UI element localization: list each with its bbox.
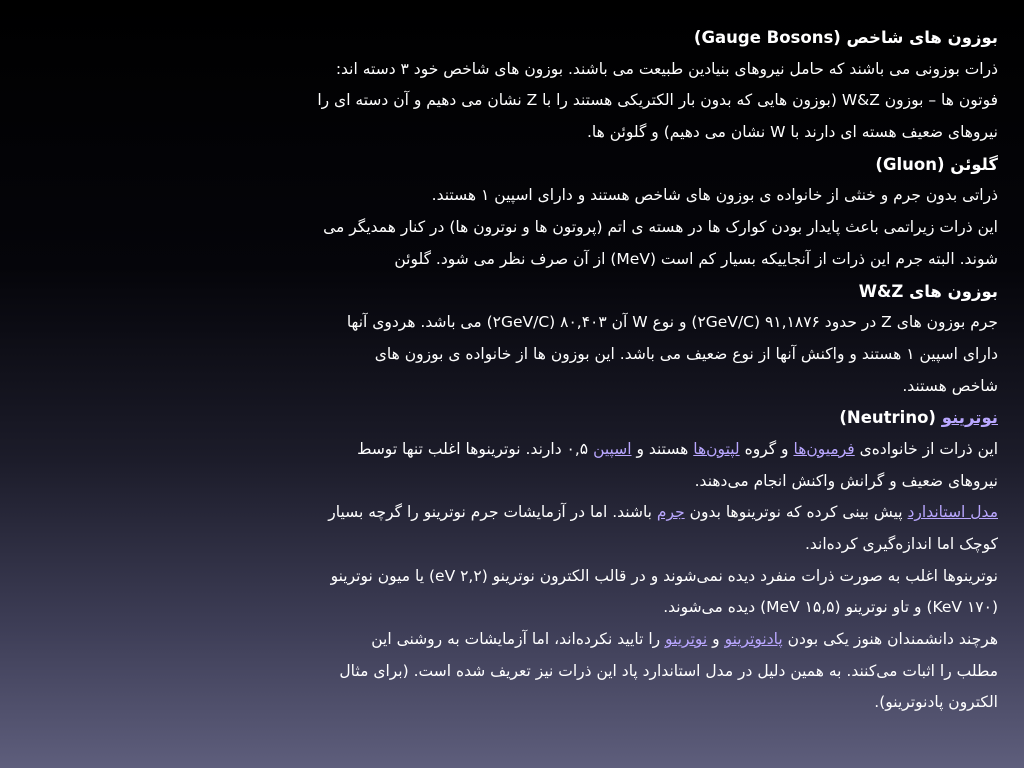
wiki-link[interactable]: فرمیون‌ها xyxy=(793,439,855,458)
paragraph-line xyxy=(250,54,998,86)
text-segment: هستند و xyxy=(631,439,694,458)
paragraph-line xyxy=(250,117,998,149)
wiki-link[interactable]: مدل استاندارد xyxy=(907,503,998,522)
text-segment: الکترون پادنوترینو). xyxy=(874,693,998,712)
paragraph-line xyxy=(250,339,998,371)
section-heading xyxy=(250,402,998,434)
text-segment: جرم بوزون های Z در حدود ۹۱,۱۸۷۶ (۲GeV/C) و نوع W آن ۸۰,۴۰۳ (۲GeV/C) می باشد. هردوی آنها xyxy=(346,313,998,332)
text-segment: گلوئن (Gluon) xyxy=(875,154,998,174)
paragraph-line xyxy=(250,212,998,244)
text-segment: هرچند دانشمندان هنوز یکی بودن xyxy=(782,630,998,649)
text-segment: این ذرات از خانواده‌ی xyxy=(854,439,998,458)
paragraph-line xyxy=(250,687,998,719)
section-heading xyxy=(250,22,998,54)
text-segment: کوچک اما اندازه‌گیری کرده‌اند. xyxy=(804,535,998,553)
text-segment: (Neutrino) xyxy=(839,408,942,428)
text-segment: این ذرات زیراتمی باعث پایدار بودن کوارک ها در هسته ی اتم (پروتون ها و نوترون ها) در کنار همدیگر می xyxy=(323,218,998,237)
text-segment: بوزون های شاخص (Gauge Bosons) xyxy=(693,28,998,47)
slide-content xyxy=(250,22,998,719)
paragraph-line xyxy=(250,180,998,212)
text-segment: نیروهای ضعیف و گرانش واکنش انجام می‌دهند. xyxy=(694,471,998,490)
paragraph-line xyxy=(250,434,998,466)
paragraph-line xyxy=(250,529,998,561)
text-segment: فوتون ها – بوزون W&Z (بوزون هایی که بدون بار الکتریکی هستند را با Z نشان می دهیم و آن دسته ای را xyxy=(317,91,998,110)
paragraph-line xyxy=(250,561,998,593)
section-heading xyxy=(250,276,998,308)
paragraph-line xyxy=(250,656,998,688)
paragraph-line xyxy=(250,244,998,276)
text-segment: شاخص هستند. xyxy=(902,376,998,395)
wiki-link[interactable]: اسپین xyxy=(593,439,632,458)
text-segment: (KeV ۱۷۰) و تاو نوترینو (MeV ۱۵,۵) دیده می‌شوند. xyxy=(663,598,998,617)
paragraph-line xyxy=(250,624,998,656)
paragraph-line xyxy=(250,307,998,339)
text-segment: و xyxy=(707,630,725,649)
text-segment: مطلب را اثبات می‌کنند. به همین دلیل در مدل استاندارد پاد این ذرات نیز تعریف شده است. (برای مثال xyxy=(339,661,998,680)
paragraph-line xyxy=(250,466,998,498)
section-heading xyxy=(250,149,998,181)
text-segment: و گروه xyxy=(739,439,794,458)
paragraph-line xyxy=(250,592,998,624)
text-segment: شوند. البته جرم این ذرات از آنجاییکه بسیار کم است (MeV) از آن صرف نظر می شود. گلوئن xyxy=(394,249,998,268)
text-segment: را تایید نکرده‌اند، اما آزمایشات به روشنی این xyxy=(371,630,666,649)
text-segment: باشند. اما در آزمایشات جرم نوترینو را گرچه بسیار xyxy=(328,503,657,522)
paragraph-line xyxy=(250,497,998,529)
text-segment: ذراتی بدون جرم و خنثی از خانواده ی بوزون های شاخص هستند و دارای اسپین ۱ هستند. xyxy=(431,186,998,205)
wiki-link[interactable]: نوترینو xyxy=(665,630,708,649)
text-segment: نوترینوها اغلب به صورت ذرات منفرد دیده نمی‌شوند و در قالب الکترون نوترینو (eV ۲,۲) یا میون نوترینو xyxy=(330,566,998,585)
wiki-link[interactable]: جرم xyxy=(656,503,685,522)
wiki-link[interactable]: لپتون‌ها xyxy=(693,439,740,458)
text-segment: پیش بینی کرده که نوترینوها بدون xyxy=(684,503,908,522)
paragraph-line xyxy=(250,85,998,117)
text-segment: ۰,۵ دارند. نوترینوها اغلب تنها توسط xyxy=(357,439,594,458)
text-segment: نیروهای ضعیف هسته ای دارند با W نشان می دهیم) و گلوئن ها. xyxy=(586,123,998,142)
wiki-link[interactable]: نوترینو xyxy=(941,408,998,428)
text-segment: ذرات بوزونی می باشند که حامل نیروهای بنیادین طبیعت می باشند. بوزون های شاخص خود ۳ دسته اند: xyxy=(335,59,998,78)
paragraph-line xyxy=(250,371,998,403)
wiki-link[interactable]: پادنوترینو xyxy=(724,630,783,649)
text-segment: دارای اسپین ۱ هستند و واکنش آنها از نوع ضعیف می باشد. این بوزون ها از خانواده ی بوزون های xyxy=(374,344,998,363)
text-segment: بوزون های W&Z xyxy=(858,281,998,301)
